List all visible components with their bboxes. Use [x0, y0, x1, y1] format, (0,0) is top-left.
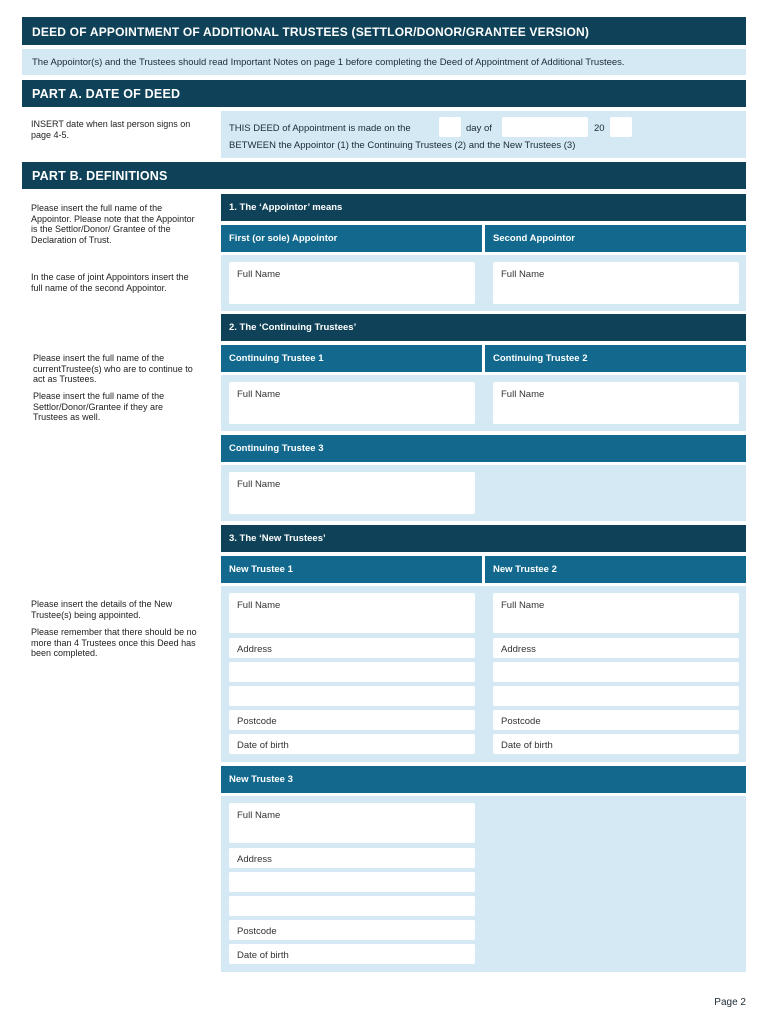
new-trustee-2-address[interactable]: Address	[493, 638, 739, 658]
new-side-note-2: Please remember that there should be no more than 4 Trustees once this Deed has been completed.	[31, 627, 197, 658]
new-trustee-3-dob[interactable]: Date of birth	[229, 944, 475, 964]
continuing-section-title: 2. The ‘Continuing Trustees’	[221, 314, 746, 341]
part-b-heading: PART B. DEFINITIONS	[22, 162, 746, 189]
deed-year-prefix: 20	[594, 123, 605, 134]
deed-line-2: BETWEEN the Appointor (1) the Continuing Trustees (2) and the New Trustees (3)	[229, 140, 576, 151]
new-trustee-1-address[interactable]: Address	[229, 638, 475, 658]
deed-line-1-prefix: THIS DEED of Appointment is made on the	[229, 123, 411, 134]
new-trustee-1-label: New Trustee 1	[221, 556, 482, 583]
continuing-trustee-1-label: Continuing Trustee 1	[221, 345, 482, 372]
deed-year-field[interactable]	[610, 117, 632, 137]
new-trustee-2-label: New Trustee 2	[485, 556, 746, 583]
new-side-note-1: Please insert the details of the New Trustee(s) being appointed.	[31, 599, 173, 620]
new-trustee-2-address-line-2[interactable]	[493, 662, 739, 682]
deed-month-field[interactable]	[502, 117, 588, 137]
new-section-title: 3. The ‘New Trustees’	[221, 525, 746, 552]
new-trustee-1-dob[interactable]: Date of birth	[229, 734, 475, 754]
continuing-trustee-3-label: Continuing Trustee 3	[221, 435, 746, 462]
continuing-trustee-1-full-name[interactable]: Full Name	[229, 382, 475, 424]
new-trustee-2-dob[interactable]: Date of birth	[493, 734, 739, 754]
first-appointor-full-name[interactable]: Full Name	[229, 262, 475, 304]
second-appointor-full-name[interactable]: Full Name	[493, 262, 739, 304]
second-appointor-label: Second Appointor	[485, 225, 746, 252]
new-trustee-2-full-name[interactable]: Full Name	[493, 593, 739, 633]
appointor-section-title: 1. The ‘Appointor’ means	[221, 194, 746, 221]
new-trustee-2-postcode[interactable]: Postcode	[493, 710, 739, 730]
new-trustee-1-address-line-3[interactable]	[229, 686, 475, 706]
first-appointor-label: First (or sole) Appointor	[221, 225, 482, 252]
new-trustee-3-full-name[interactable]: Full Name	[229, 803, 475, 843]
deed-day-field[interactable]	[439, 117, 461, 137]
new-trustee-3-address[interactable]: Address	[229, 848, 475, 868]
deed-day-of: day of	[466, 123, 492, 134]
new-trustee-3-label: New Trustee 3	[221, 766, 746, 793]
new-trustee-1-address-line-2[interactable]	[229, 662, 475, 682]
new-trustee-1-postcode[interactable]: Postcode	[229, 710, 475, 730]
part-a-heading: PART A. DATE OF DEED	[22, 80, 746, 107]
part-a-side-note: INSERT date when last person signs on page 4-5.	[31, 119, 191, 140]
new-trustee-3-address-line-3[interactable]	[229, 896, 475, 916]
continuing-side-note-1: Please insert the full name of the currentTrustee(s) who are to continue to act as Trustees.	[33, 353, 193, 384]
new-trustee-2-address-line-3[interactable]	[493, 686, 739, 706]
appointor-side-note-1: Please insert the full name of the Appointor. Please note that the Appointor is the Settlor/Donor/ Grantee of the Declaration of Trust.	[31, 203, 195, 245]
continuing-trustee-2-full-name[interactable]: Full Name	[493, 382, 739, 424]
continuing-trustee-3-full-name[interactable]: Full Name	[229, 472, 475, 514]
form-title: DEED OF APPOINTMENT OF ADDITIONAL TRUSTEES (SETTLOR/DONOR/GRANTEE VERSION)	[22, 17, 746, 45]
appointor-side-note-2: In the case of joint Appointors insert the full name of the second Appointor.	[31, 272, 189, 293]
intro-note: The Appointor(s) and the Trustees should read Important Notes on page 1 before completing the Deed of Appointment of Additional Trustees.	[22, 49, 746, 75]
page-number: Page 2	[714, 997, 746, 1008]
new-trustee-3-address-line-2[interactable]	[229, 872, 475, 892]
new-trustee-3-postcode[interactable]: Postcode	[229, 920, 475, 940]
new-trustee-1-full-name[interactable]: Full Name	[229, 593, 475, 633]
continuing-side-note-2: Please insert the full name of the Settlor/Donor/Grantee if they are Trustees as well.	[33, 391, 165, 422]
continuing-trustee-2-label: Continuing Trustee 2	[485, 345, 746, 372]
